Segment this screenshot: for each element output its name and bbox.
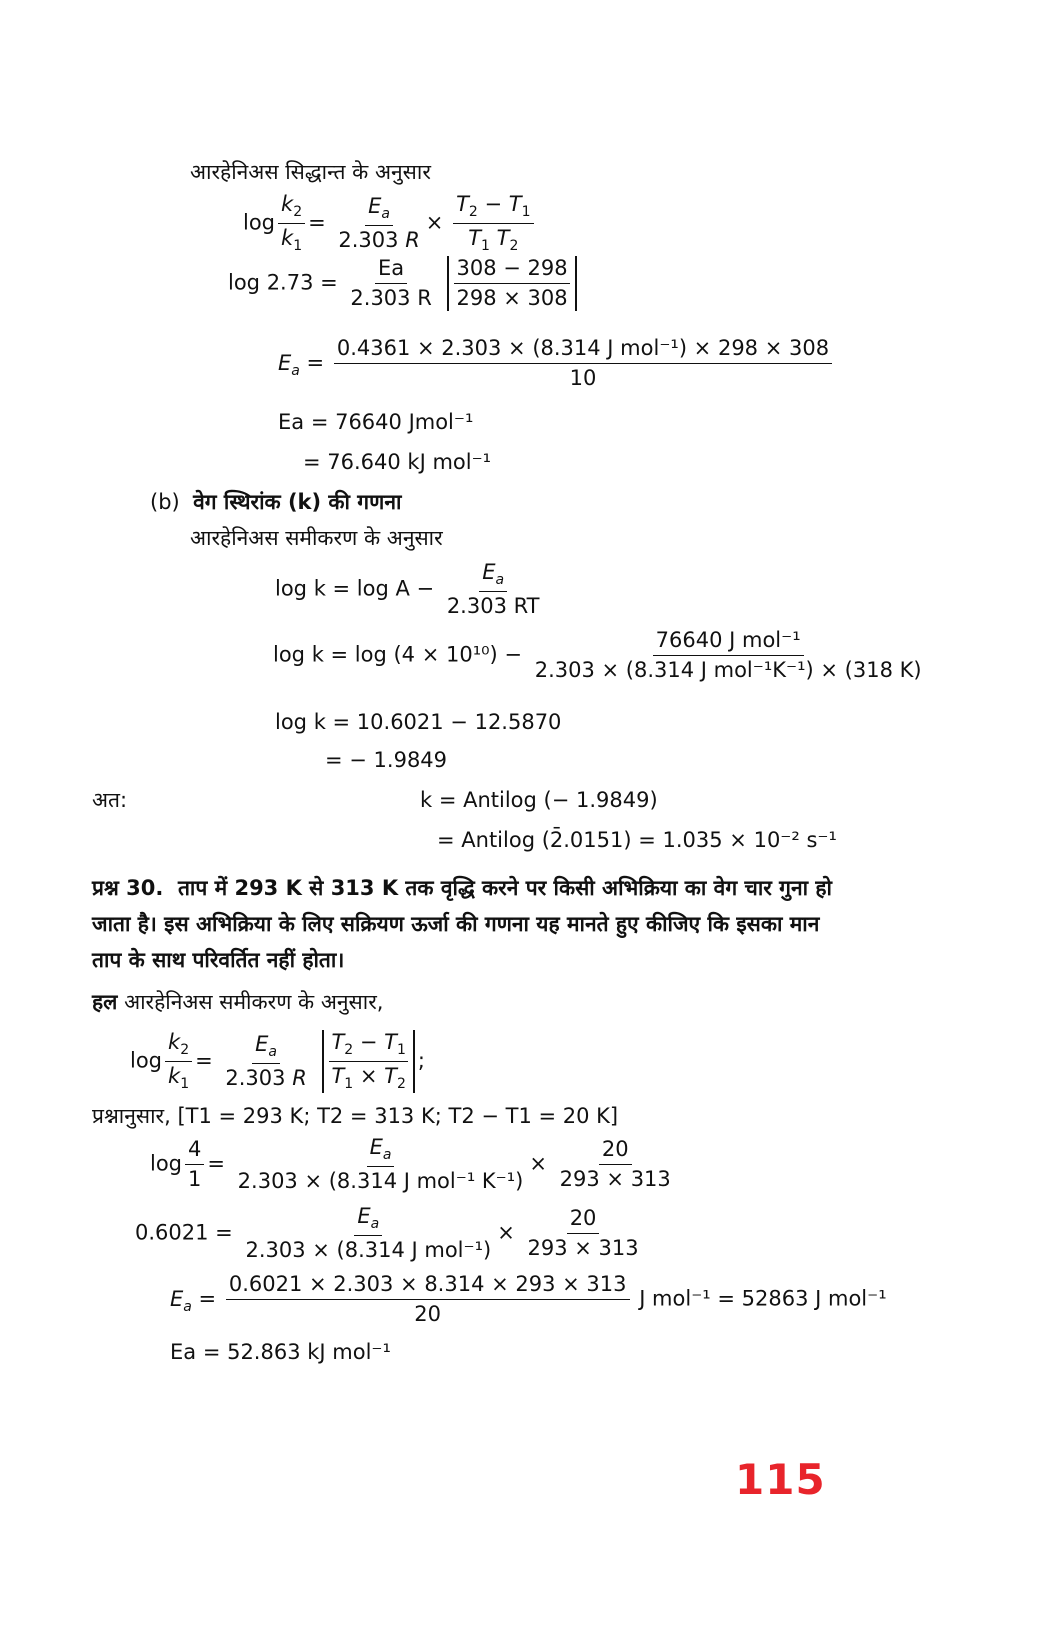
- ata-label: अत:: [92, 788, 128, 812]
- equation-k-result: = Antilog (2̄.0151) = 1.035 × 10⁻² s⁻¹: [437, 828, 837, 852]
- equation-ea-value: Ea = 76640 Jmol⁻¹: [278, 410, 474, 434]
- section-b-heading: (b) वेग स्थिरांक (k) की गणना: [150, 490, 402, 514]
- equation-log-273: log 2.73 = $\frac{Ea}{2.303 R}$ $\frac{308 - 298}{298 \times 308}$: [228, 256, 580, 311]
- given-values: प्रश्नानुसार, [T1 = 293 K; T2 = 313 K; T2 − T1 = 20 K]: [92, 1104, 619, 1128]
- question-line-1: प्रश्न 30. ताप में 293 K से 313 K तक वृद्धि करने पर किसी अभिक्रिया का वेग चार गुना हो: [92, 876, 832, 900]
- equation-k-antilog: k = Antilog (− 1.9849): [420, 788, 658, 812]
- equation-ea-final-kj: Ea = 52.863 kJ mol⁻¹: [170, 1340, 391, 1364]
- section-b-intro: आरहेनिअस समीकरण के अनुसार: [190, 526, 443, 550]
- equation-log-k-result: = − 1.9849: [325, 748, 448, 772]
- equation-ea-kj: = 76.640 kJ mol⁻¹: [303, 450, 492, 474]
- equation-ea-expression: $E_a$ = 0.4361 × 2.303 × (8.314 J mol⁻¹) × 298 × 308 10: [278, 336, 835, 391]
- question-line-2: जाता है। इस अभिक्रिया के लिए सक्रियण ऊर्जा की गणना यह मानते हुए कीजिए कि इसका मान: [92, 912, 820, 936]
- equation-06021: 0.6021 = $E_a$ 2.303 × (8.314 J mol⁻¹) × $\frac{20}{293 \times 313}$: [135, 1204, 639, 1262]
- equation-arrhenius-ratio: log $\frac{k_2}{k_1}$ = $\frac{E_a}{2.303 R}$ × $\frac{T_2 - T_1}{T_1 T_2}$: [243, 192, 537, 255]
- question-line-3: ताप के साथ परिवर्तित नहीं होता।: [92, 948, 345, 972]
- section-a-intro: आरहेनिअस सिद्धान्त के अनुसार: [190, 160, 431, 184]
- equation-solution-arrhenius: log $\frac{k_2}{k_1}$ = $\frac{E_a}{2.303 R}$ $\frac{T_2 - T_1}{T_1 \times T_2}$ ;: [130, 1030, 425, 1093]
- equation-ea-final: $E_a$ = $\frac{0.6021 \times 2.303 \times 8.314 \times 293 \times 313}{20}$ J mol⁻¹ = 52863 J mol⁻¹: [170, 1272, 887, 1327]
- equation-log-k-values: log k = log (4 × 10¹⁰) − 76640 J mol⁻¹ 2.303 × (8.314 J mol⁻¹K⁻¹) × (318 K): [273, 628, 922, 683]
- solution-intro: हल आरहेनिअस समीकरण के अनुसार,: [92, 990, 384, 1014]
- page-number: 115: [735, 1455, 826, 1504]
- equation-log-4: log $\frac{4}{1}$ = $E_a$ 2.303 × (8.314 J mol⁻¹ K⁻¹) × $\frac{20}{293 \times 313}$: [150, 1135, 671, 1193]
- equation-log-k: log k = log A − $\frac{E_a}{2.303 RT}$: [275, 560, 540, 618]
- equation-log-k-diff: log k = 10.6021 − 12.5870: [275, 710, 562, 734]
